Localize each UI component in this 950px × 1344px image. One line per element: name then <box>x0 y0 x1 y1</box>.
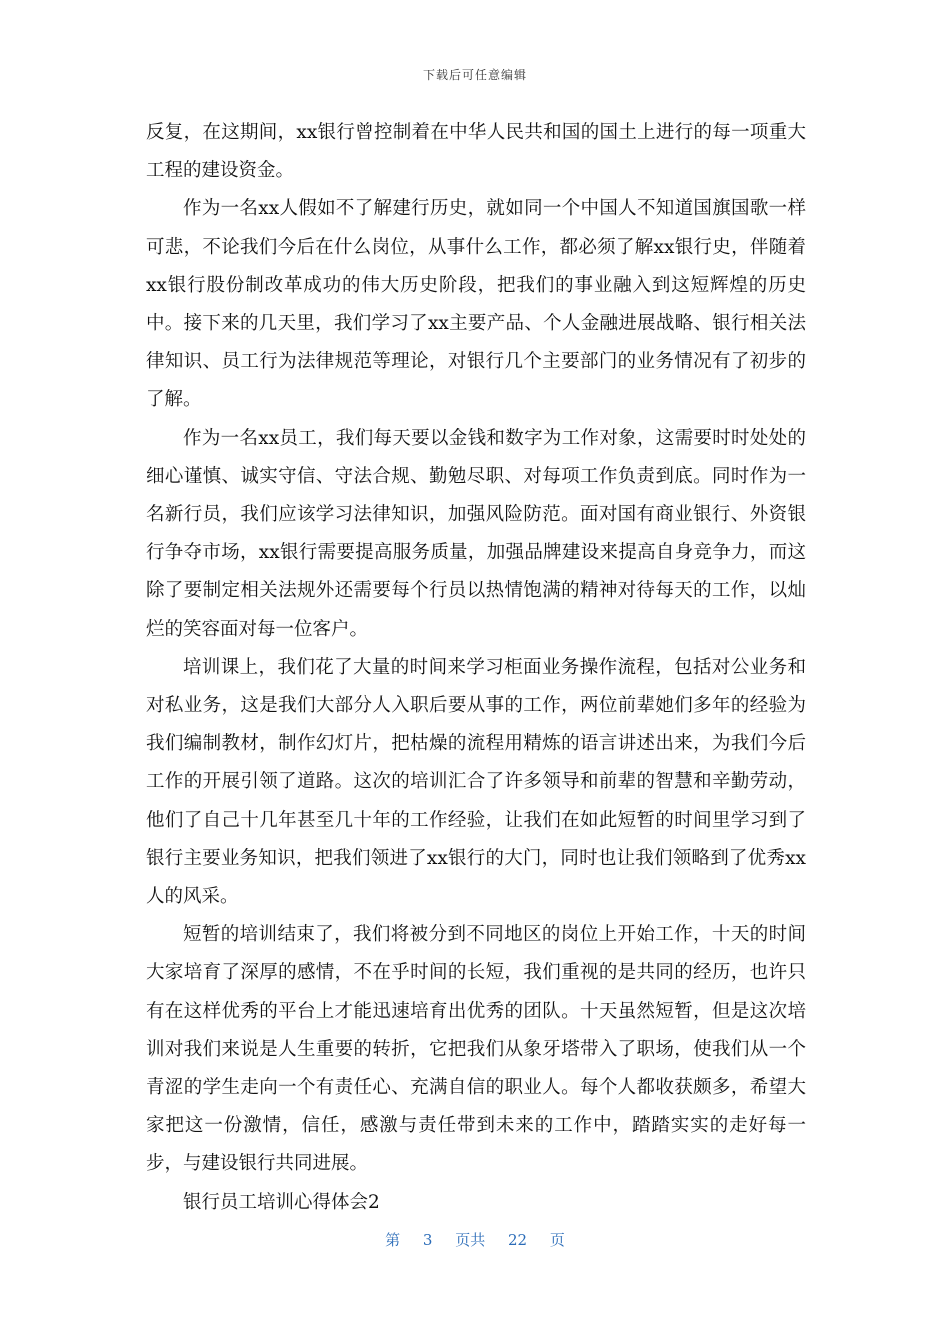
paragraph-3: 作为一名xx员工，我们每天要以金钱和数字为工作对象，这需要时时处处的细心谨慎、诚实守信、守法合规、勤勉尽职、对每项工作负责到底。同时作为一名新行员，我们应该学习法律知识，加强风险防范。面对国有商业银行、外资银行争夺市场，xx银行需要提高服务质量，加强品牌建设来提高自身竞争力，而这除了要制定相关法规外还需要每个行员以热情饱满的精神对待每天的工作，以灿烂的笑容面对每一位客户。 <box>146 427 806 640</box>
paragraph-5: 短暂的培训结束了，我们将被分到不同地区的岗位上开始工作，十天的时间大家培育了深厚的感情，不在乎时间的长短，我们重视的是共同的经历，也许只有在这样优秀的平台上才能迅速培育出优秀的团队。十天虽然短暂，但是这次培训对我们来说是人生重要的转折，它把我们从象牙塔带入了职场，使我们从一个青涩的学生走向一个有责任心、充满自信的职业人。每个人都收获颇多，希望大家把这一份激情，信任，感激与责任带到未来的工作中，踏踏实实的走好每一步，与建设银行共同进展。 <box>146 924 806 1175</box>
footer-page-prefix: 第 <box>385 1231 401 1249</box>
document-body <box>146 114 806 1222</box>
footer-page-middle: 页共 <box>455 1231 486 1249</box>
footer-page-suffix: 页 <box>549 1231 565 1249</box>
paragraph-4: 培训课上，我们花了大量的时间来学习柜面业务操作流程，包括对公业务和对私业务，这是我们大部分人入职后要从事的工作，两位前辈她们多年的经验为我们编制教材，制作幻灯片，把枯燥的流程用精炼的语言讲述出来，为我们今后工作的开展引领了道路。这次的培训汇合了许多领导和前辈的智慧和辛勤劳动，他们了自己十几年甚至几十年的工作经验，让我们在如此短暂的时间里学习到了银行主要业务知识，把我们领进了xx银行的大门，同时也让我们领略到了优秀xx人的风采。 <box>146 656 806 908</box>
footer-page-number: 3 <box>422 1231 433 1249</box>
footer-total-pages: 22 <box>508 1231 528 1249</box>
page-footer <box>0 1229 950 1250</box>
paragraph-2: 作为一名xx人假如不了解建行历史，就如同一个中国人不知道国旗国歌一样可悲，不论我们今后在什么岗位，从事什么工作，都必须了解xx银行史，伴随着xx银行股份制改革成功的伟大历史阶段，把我们的事业融入到这短辉煌的历史中。接下来的几天里，我们学习了xx主要产品、个人金融进展战略、银行相关法律知识、员工行为法律规范等理论，对银行几个主要部门的业务情况有了初步的了解。 <box>146 198 806 411</box>
page-header-note: 下载后可任意编辑 <box>422 68 527 82</box>
paragraph-1: 反复，在这期间，xx银行曾控制着在中华人民共和国的国土上进行的每一项重大工程的建设资金。 <box>146 122 806 182</box>
section-heading: 银行员工培训心得体会2 <box>183 1191 380 1213</box>
